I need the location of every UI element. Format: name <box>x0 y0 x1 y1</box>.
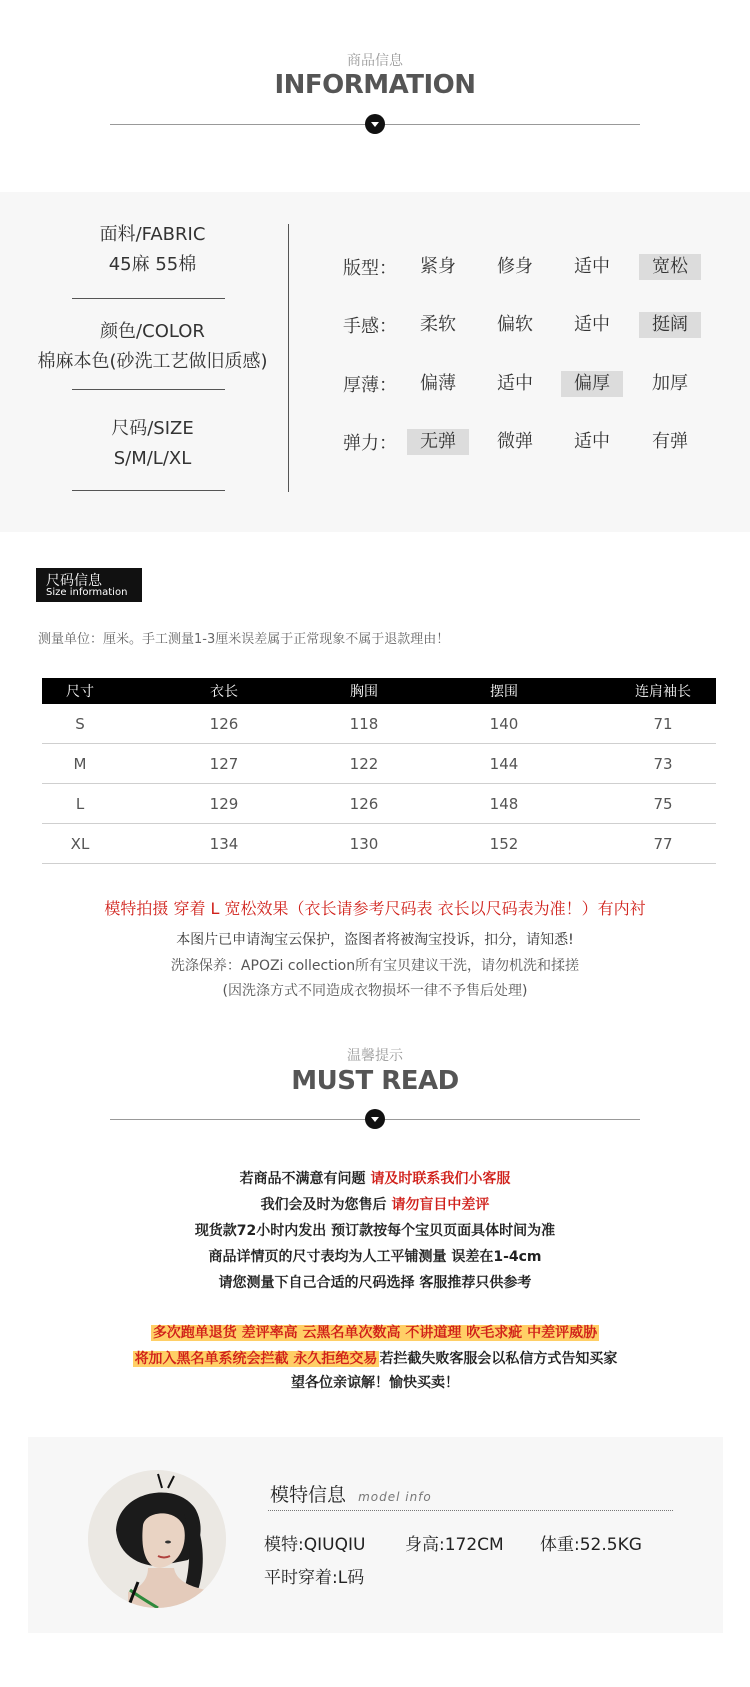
must-read-line: 商品详情页的尺寸表均为人工平铺测量 误差在1-4cm <box>208 1249 542 1265</box>
table-cell: 71 <box>653 714 673 733</box>
attr-option: 适中 <box>574 431 610 452</box>
attr-label-feel: 手感： <box>343 316 397 337</box>
size-value: S/M/L/XL <box>113 448 192 469</box>
attr-option: 修身 <box>497 256 533 277</box>
must-read-line: 现货款72小时内发出 预订款按每个宝贝页面具体时间为准 <box>194 1223 556 1239</box>
attr-label-stretch: 弹力： <box>343 433 397 454</box>
chevron-down-icon <box>365 1109 385 1129</box>
left-separator <box>72 389 225 390</box>
attr-option: 有弹 <box>652 431 688 452</box>
must-read-red-text: 请及时联系我们小客服 <box>370 1171 511 1187</box>
left-separator <box>72 298 225 299</box>
fabric-block <box>20 220 285 280</box>
attr-option-selected: 宽松 <box>639 254 701 280</box>
warning-line <box>0 1348 750 1368</box>
table-cell: 122 <box>349 754 379 773</box>
table-cell: 148 <box>489 794 519 813</box>
must-read-line: 请您测量下自己合适的尺码选择 客服推荐只供参考 <box>218 1275 532 1291</box>
model-shot-note: 模特拍摄 穿着 L 宽松效果（衣长请参考尺码表 衣长以尺码表为准！）有内衬 <box>104 899 646 918</box>
warning-text: 若拦截失败客服会以私信方式告知买家 <box>379 1351 618 1367</box>
model-weight: 体重:52.5KG <box>540 1535 642 1555</box>
model-info-title-cn: 模特信息 <box>270 1484 347 1506</box>
must-read-subtitle: 温馨提示 <box>347 1048 403 1064</box>
must-read-red-text: 请勿盲目中差评 <box>391 1197 490 1213</box>
must-read-title: MUST READ <box>291 1066 459 1096</box>
table-row <box>42 744 716 784</box>
attr-option: 紧身 <box>420 256 456 277</box>
attr-option: 加厚 <box>652 373 688 394</box>
table-cell: 127 <box>209 754 239 773</box>
table-cell: 129 <box>209 794 239 813</box>
attr-option-selected: 无弹 <box>407 429 469 455</box>
wash-note-2: (因洗涤方式不同造成衣物损坏一律不予售后处理) <box>222 983 528 999</box>
must-read-text: 若商品不满意有问题 <box>239 1171 371 1187</box>
table-cell: 140 <box>489 714 519 733</box>
attr-label-fit: 版型： <box>343 258 397 279</box>
warning-highlight: 将加入黑名单系统会拦截 永久拒绝交易 <box>134 1351 378 1367</box>
table-cell: 130 <box>349 834 379 853</box>
attr-option: 偏薄 <box>420 373 456 394</box>
table-cell: M <box>73 754 87 773</box>
model-name: 模特:QIUQIU <box>264 1535 366 1555</box>
table-row <box>42 824 716 864</box>
table-cell: 144 <box>489 754 519 773</box>
attr-option: 柔软 <box>420 314 456 335</box>
color-value: 棉麻本色(砂洗工艺做旧质感) <box>37 351 268 372</box>
measure-note: 测量单位：厘米。手工测量1-3厘米误差属于正常现象不属于退款理由！ <box>38 632 450 647</box>
left-separator <box>72 490 225 491</box>
table-header-cell: 摆围 <box>490 684 518 700</box>
table-cell: 126 <box>209 714 239 733</box>
attr-option: 偏软 <box>497 314 533 335</box>
must-read-line <box>0 1194 750 1214</box>
table-header-cell: 衣长 <box>210 684 238 700</box>
size-info-tag <box>36 568 142 602</box>
table-cell: 126 <box>349 794 379 813</box>
table-cell: S <box>75 714 85 733</box>
table-header-cell: 连肩袖长 <box>635 684 691 700</box>
table-header-cell: 胸围 <box>350 684 378 700</box>
table-cell: L <box>75 794 85 813</box>
table-cell: XL <box>70 834 90 853</box>
size-table <box>42 678 716 864</box>
table-cell: 118 <box>349 714 379 733</box>
information-title: INFORMATION <box>274 70 476 100</box>
must-read-line <box>0 1168 750 1188</box>
attr-option: 适中 <box>497 373 533 394</box>
size-label: 尺码/SIZE <box>111 418 194 439</box>
warning-highlight: 多次跑单退货 差评率高 云黑名单次数高 不讲道理 吹毛求疵 中差评威胁 <box>152 1325 598 1341</box>
attr-option: 适中 <box>574 314 610 335</box>
model-avatar <box>88 1470 226 1608</box>
table-header-cell: 尺寸 <box>66 684 94 700</box>
attr-option: 适中 <box>574 256 610 277</box>
model-height: 身高:172CM <box>405 1535 504 1555</box>
attr-option-selected: 挺阔 <box>639 312 701 338</box>
table-cell: 77 <box>653 834 673 853</box>
table-cell: 152 <box>489 834 519 853</box>
model-info-title <box>270 1480 432 1507</box>
attr-option: 微弹 <box>497 431 533 452</box>
attr-label-thickness: 厚薄： <box>343 375 397 396</box>
table-cell: 134 <box>209 834 239 853</box>
model-portrait-icon <box>88 1470 226 1608</box>
table-cell: 75 <box>653 794 673 813</box>
size-block <box>20 414 285 474</box>
must-read-text: 我们会及时为您售后 <box>260 1197 392 1213</box>
wash-note: 洗涤保养：APOZi collection所有宝贝建议干洗，请勿机洗和揉搓 <box>170 958 580 974</box>
chevron-down-icon <box>365 114 385 134</box>
model-info-title-en: model info <box>358 1490 432 1504</box>
color-label: 颜色/COLOR <box>100 321 205 342</box>
warning-line: 望各位亲谅解！愉快买卖！ <box>291 1375 459 1391</box>
model-usual-size: 平时穿着:L码 <box>264 1568 365 1588</box>
fabric-value: 45麻 55棉 <box>108 254 197 275</box>
size-info-tag-cn: 尺码信息 <box>46 573 102 589</box>
model-info-divider <box>268 1510 673 1511</box>
vertical-divider <box>288 224 289 492</box>
color-block <box>20 317 285 377</box>
table-row <box>42 704 716 744</box>
size-info-tag-en: Size information <box>46 587 128 598</box>
table-header <box>42 678 716 704</box>
fabric-label: 面料/FABRIC <box>99 224 206 245</box>
attr-option-selected: 偏厚 <box>561 371 623 397</box>
table-cell: 73 <box>653 754 673 773</box>
table-row <box>42 784 716 824</box>
information-subtitle: 商品信息 <box>347 53 403 69</box>
warning-line <box>0 1322 750 1342</box>
image-protect-note: 本图片已申请淘宝云保护，盗图者将被淘宝投诉，扣分，请知悉! <box>176 932 574 948</box>
